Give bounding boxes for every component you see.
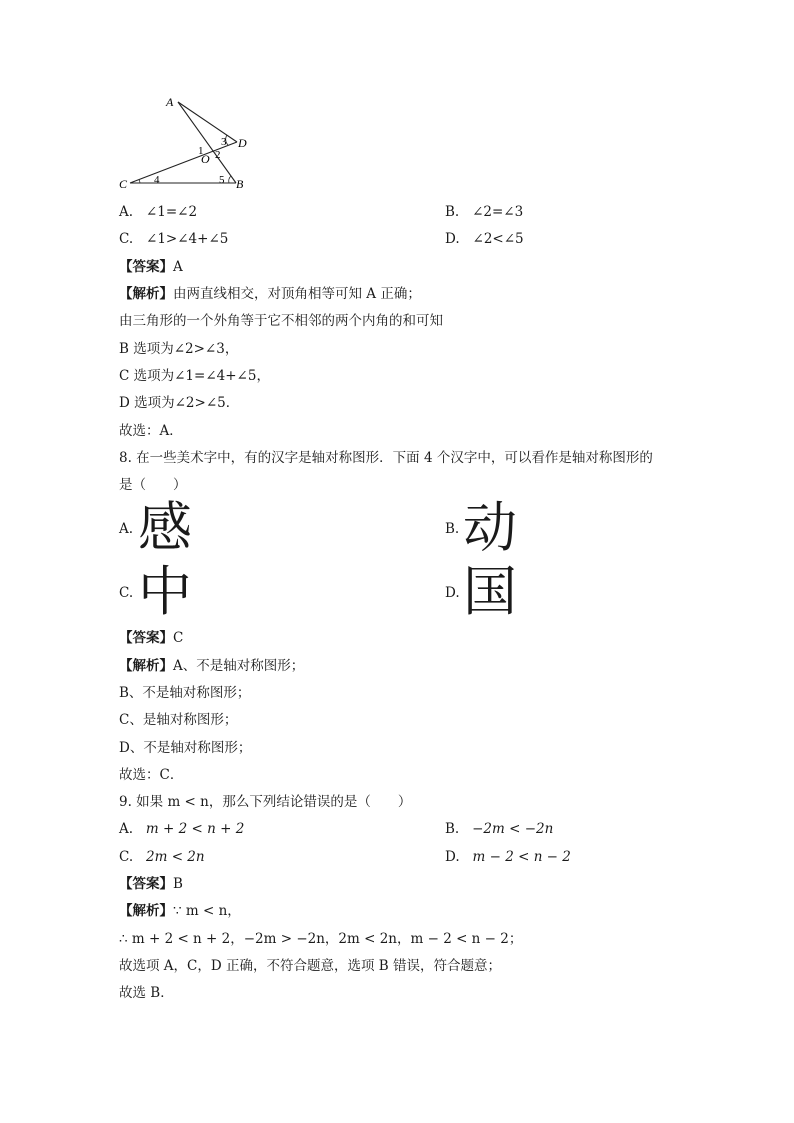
q7-analysis-line-5: D 选项为∠2>∠5． [119, 395, 240, 411]
label-D: D [238, 136, 247, 150]
q9-answer-value: B [173, 876, 183, 892]
q8-analysis-line-5: 故选：C． [119, 767, 184, 783]
q7-option-c-text: ∠1>∠4+∠5 [146, 231, 229, 247]
label-B: B [236, 177, 244, 191]
q7-option-b-letter: B. [445, 204, 460, 220]
q9-option-b-letter: B. [445, 821, 460, 837]
geometry-figure [110, 92, 260, 192]
q8-option-a-letter: A. [119, 521, 134, 537]
q7-option-d [445, 230, 524, 248]
q9-stem: 9. 如果 m < n，那么下列结论错误的是（ ） [119, 794, 412, 810]
q9-option-a [119, 820, 244, 838]
q7-analysis-tag: 【解析】 [119, 286, 173, 302]
q7-option-d-text: ∠2<∠5 [472, 231, 524, 247]
q7-analysis-line-2: 由三角形的一个外角等于它不相邻的两个内角的和可知 [119, 313, 443, 329]
q7-analysis-text-1: 由两直线相交，对顶角相等可知 A 正确； [173, 286, 421, 302]
segment-AB [178, 102, 236, 183]
q9-option-a-text: m + 2 < n + 2 [145, 821, 245, 837]
q7-analysis-line-1 [119, 285, 421, 303]
q8-analysis-line-3: C、是轴对称图形； [119, 712, 238, 728]
q7-option-c [119, 230, 228, 248]
label-O: O [201, 152, 210, 166]
q8-analysis-line-1 [119, 657, 304, 675]
q9-analysis-tag: 【解析】 [119, 903, 173, 919]
q7-answer-value: A [173, 259, 183, 275]
segment-AD [178, 102, 237, 142]
q8-answer [119, 629, 183, 647]
q9-analysis-line-2: ∴ m + 2 < n + 2，−2m > −2n，2m < 2n，m − 2 < n − 2； [119, 931, 523, 947]
q9-option-c-text: 2m < 2n [146, 849, 205, 865]
q7-answer-tag: 【答案】 [119, 259, 173, 275]
label-angle-2: 2 [215, 149, 221, 161]
q7-answer [119, 258, 183, 276]
q8-option-d-letter: D. [445, 585, 460, 601]
q7-analysis-line-4: C 选项为∠1=∠4+∠5， [119, 368, 270, 384]
label-C: C [119, 177, 128, 191]
q7-option-b [445, 203, 523, 221]
q9-analysis-line-4: 故选 B． [119, 985, 174, 1001]
q7-analysis-line-6: 故选：A． [119, 423, 183, 439]
q7-option-a-letter: A. [119, 204, 134, 220]
q7-option-a [119, 203, 197, 221]
q9-answer-tag: 【答案】 [119, 876, 173, 892]
q8-option-a-char: 感 [138, 496, 192, 559]
q9-option-d [445, 848, 571, 866]
q9-answer [119, 875, 183, 893]
q9-analysis-line-1 [119, 902, 241, 920]
label-angle-3: 3 [221, 136, 227, 148]
q9-option-a-letter: A. [119, 821, 134, 837]
q8-analysis-line-4: D、不是轴对称图形； [119, 740, 252, 756]
q8-analysis-text-1: A、不是轴对称图形； [173, 658, 305, 674]
q7-analysis-line-3: B 选项为∠2>∠3， [119, 341, 239, 357]
q7-option-b-text: ∠2=∠3 [472, 204, 524, 220]
q9-option-b-text: −2m < −2n [472, 821, 554, 837]
q9-option-c [119, 848, 205, 866]
q8-stem-line-2: 是（ ） [119, 477, 187, 493]
label-A: A [166, 95, 174, 109]
q8-analysis-line-2: B、不是轴对称图形； [119, 685, 251, 701]
q8-option-b-char: 动 [463, 496, 517, 559]
q8-answer-tag: 【答案】 [119, 630, 173, 646]
label-angle-1: 1 [198, 145, 204, 157]
q8-option-c-letter: C. [119, 585, 134, 601]
q7-option-c-letter: C. [119, 231, 134, 247]
q9-option-c-letter: C. [119, 849, 134, 865]
q7-option-a-text: ∠1=∠2 [145, 204, 198, 220]
label-angle-5: 5 [219, 174, 225, 186]
q8-stem-line-1: 8. 在一些美术字中，有的汉字是轴对称图形．下面 4 个汉字中，可以看作是轴对称图形的 [119, 450, 653, 466]
q8-answer-value: C [173, 630, 184, 646]
q9-analysis-line-3: 故选项 A，C，D 正确，不符合题意，选项 B 错误，符合题意； [119, 958, 501, 974]
q9-option-d-text: m − 2 < n − 2 [472, 849, 571, 865]
q9-option-b [445, 820, 553, 838]
q9-analysis-text-1: ∵ m < n， [173, 903, 241, 919]
angle-arc-5 [229, 176, 231, 183]
q9-option-d-letter: D. [445, 849, 460, 865]
label-angle-4: 4 [154, 174, 160, 186]
q8-option-c-char: 中 [138, 560, 192, 623]
q8-analysis-tag: 【解析】 [119, 658, 173, 674]
q7-option-d-letter: D. [445, 231, 460, 247]
q8-option-d-char: 国 [463, 560, 517, 623]
q8-option-b-letter: B. [445, 521, 460, 537]
